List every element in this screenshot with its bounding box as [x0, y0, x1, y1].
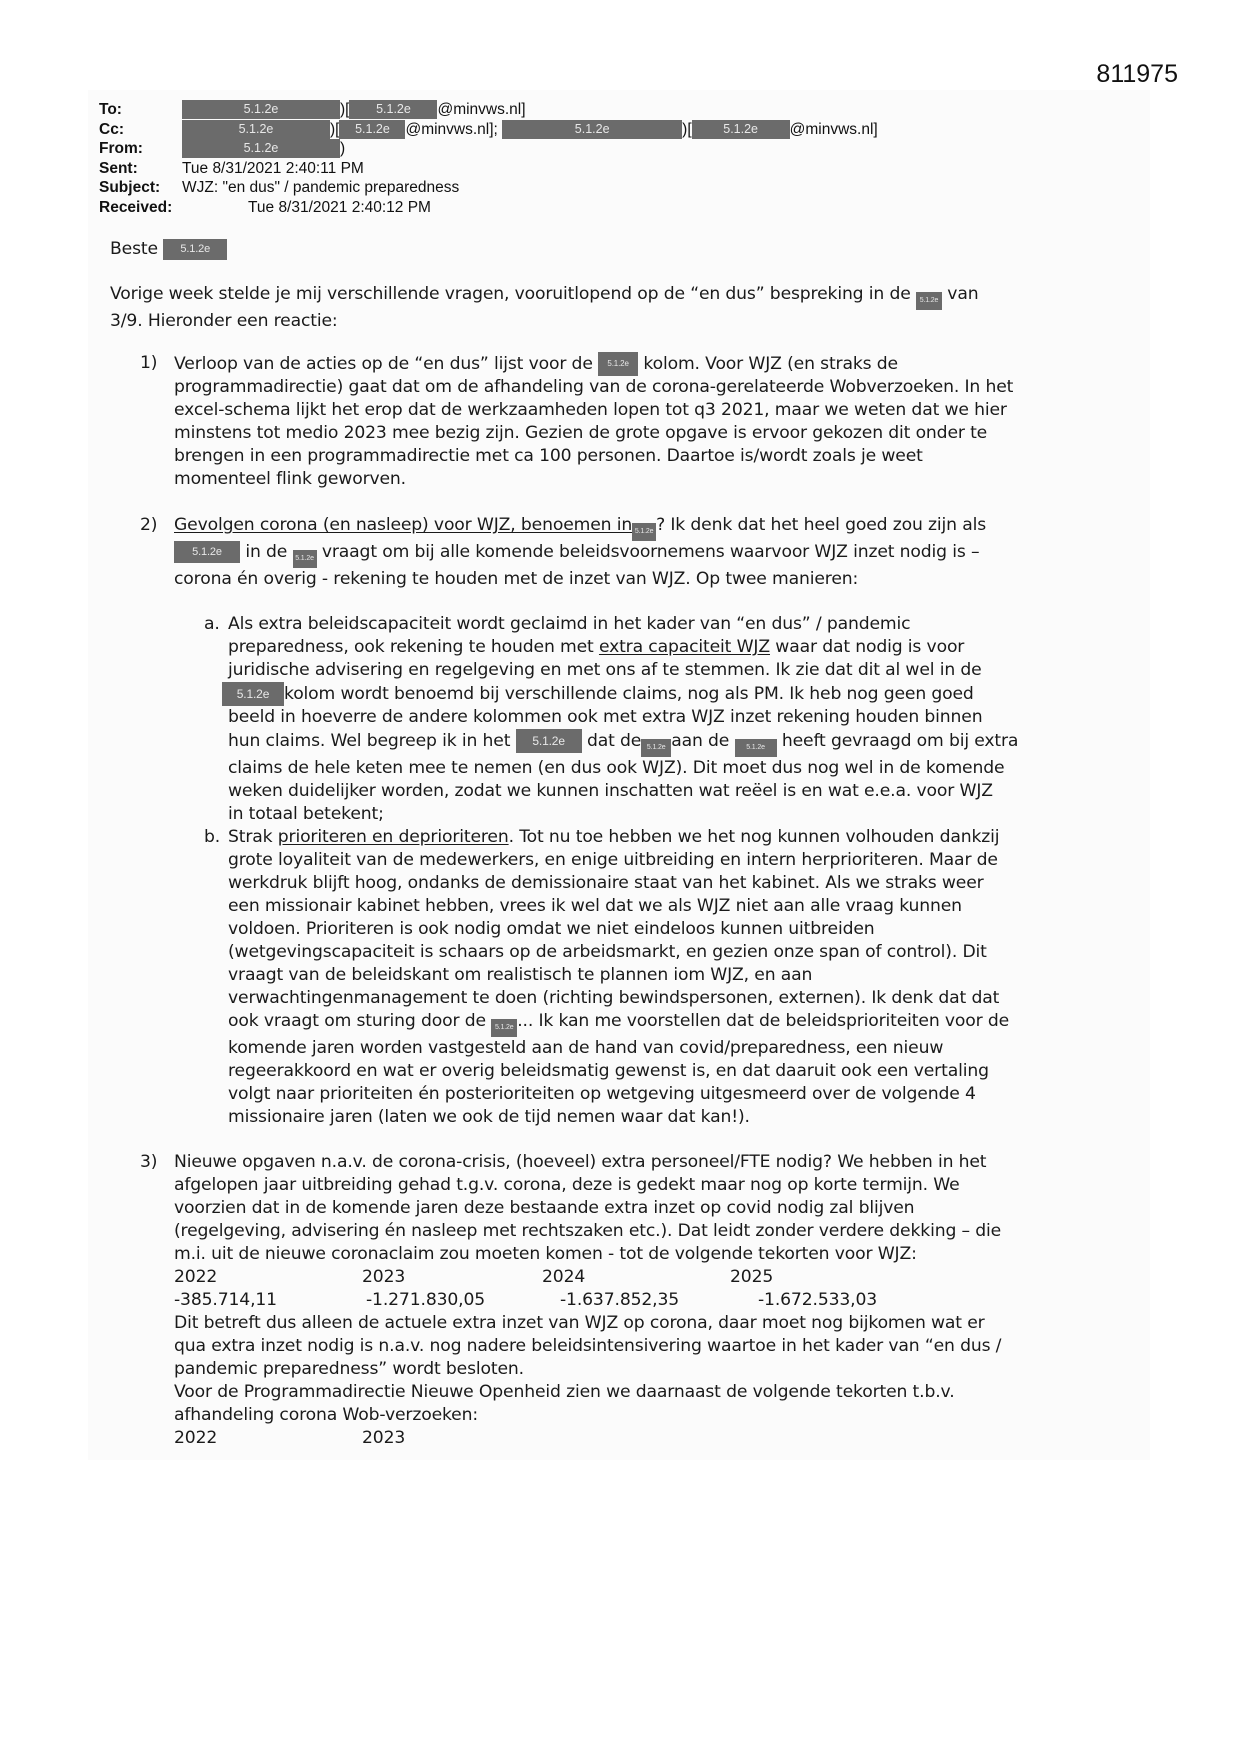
text: Nieuwe opgaven n.a.v. de corona-crisis, (hoeveel) extra personeel/FTE nodig? We hebben in het	[174, 1152, 987, 1172]
to-label: To:	[99, 101, 122, 118]
text: werkdruk blijft hoog, ondanks de demissionaire staat van het kabinet. Als we straks weer	[228, 873, 984, 893]
list-item-3	[140, 1151, 1140, 1450]
document-id: 811975	[1096, 60, 1178, 88]
redaction: 5.1.2e	[293, 550, 317, 568]
wjz-shortfall-years	[174, 1266, 1140, 1289]
list-number: 1)	[140, 353, 158, 373]
redaction: 5.1.2e	[222, 682, 284, 706]
text: kolom wordt benoemd bij verschillende claims, nog als PM. Ik heb nog geen goed	[284, 684, 974, 704]
text: claims de hele keten mee te nemen (en dus ook WJZ). Dit moet dus nog wel in de komende	[228, 758, 1005, 778]
sub-item-text	[228, 826, 1140, 1129]
cc-separator: )[	[330, 120, 340, 138]
sent-value: Tue 8/31/2021 2:40:11 PM	[182, 159, 364, 177]
intro-text: van	[947, 284, 979, 304]
sub-number: a.	[204, 614, 220, 634]
text: ook vraagt om sturing door de	[228, 1011, 486, 1031]
sub-item-a	[204, 613, 1140, 826]
list-item-2	[140, 514, 1140, 591]
text: pandemic preparedness” wordt besloten.	[174, 1359, 524, 1379]
from-row	[99, 139, 878, 159]
wjz-shortfall-values	[174, 1289, 1140, 1312]
text: afgelopen jaar uitbreiding gehad t.g.v. corona, deze is gedekt maar nog op korte termijn. We	[174, 1175, 960, 1195]
text: qua extra inzet nodig is n.a.v. nog nadere beleidsintensivering waartoe in het kader van “en dus /	[174, 1336, 1002, 1356]
text: corona én overig - rekening te houden met de inzet van WJZ. Op twee manieren:	[174, 569, 859, 589]
text: ? Ik denk dat het heel goed zou zijn als	[656, 515, 987, 535]
list-item-text	[174, 352, 1140, 491]
text: voldoen. Prioriteren is ook nodig omdat we niet eindeloos kunnen uitbreiden	[228, 919, 875, 939]
list-number: 2)	[140, 515, 158, 535]
text: voorzien dat in de komende jaren deze bestaande extra inzet op covid nodig zal blijven	[174, 1198, 915, 1218]
year-label: 2024	[542, 1267, 586, 1287]
text: Strak	[228, 827, 278, 847]
redaction: 5.1.2e	[641, 739, 671, 757]
redaction: 5.1.2e	[502, 120, 682, 139]
underlined-text: extra capaciteit WJZ	[598, 637, 770, 657]
list-item-1	[140, 352, 1140, 491]
list-item-text	[174, 1151, 1140, 1450]
email-header	[99, 100, 878, 217]
underlined-text: prioriteren en deprioriteren	[277, 827, 509, 847]
redaction: 5.1.2e	[516, 729, 582, 753]
from-close: )	[340, 140, 346, 157]
text: . Tot nu toe hebben we het nog kunnen volhouden dankzij	[508, 827, 1000, 847]
sub-item-b	[204, 826, 1140, 1129]
text: vraagt om bij alle komende beleidsvoornemens waarvoor WJZ inzet nodig is –	[321, 542, 980, 562]
to-domain: @minvws.nl]	[437, 101, 526, 118]
year-label: 2025	[730, 1267, 774, 1287]
text: een missionair kabinet hebben, vrees ik wel dat we als WJZ niet aan alle vraag kunnen	[228, 896, 962, 916]
redaction: 5.1.2e	[916, 292, 942, 310]
sent-row	[99, 159, 878, 179]
text: ... Ik kan me voorstellen dat de beleidsprioriteiten voor de	[517, 1011, 1010, 1031]
redaction: 5.1.2e	[491, 1019, 517, 1037]
greeting	[110, 238, 1140, 261]
text: juridische advisering en regelgeving en met ons af te stemmen. Ik zie dat dit al wel in de	[228, 660, 982, 680]
text: preparedness, ook rekening te houden met	[228, 637, 599, 657]
text: heeft gevraagd om bij extra	[781, 731, 1019, 751]
text: dat de	[586, 731, 642, 751]
cc-separator: )[	[682, 120, 692, 138]
email-body	[110, 238, 1140, 1450]
text: brengen in een programmadirectie met ca 100 personen. Daartoe is/wordt zoals je weet	[174, 446, 923, 466]
text: excel-schema lijkt het erop dat de werkzaamheden lopen tot q3 2021, maar we weten dat we hier	[174, 400, 1007, 420]
sub-item-text	[228, 613, 1140, 826]
greeting-text: Beste	[110, 239, 158, 259]
redaction: 5.1.2e	[692, 120, 790, 139]
text: verwachtingenmanagement te doen (richting bewindspersonen, externen). Ik denk dat dat	[228, 988, 1000, 1008]
text: programmadirectie) gaat dat om de afhandeling van de corona-gerelateerde Wobverzoeken. In het	[174, 377, 1014, 397]
redaction: 5.1.2e	[174, 541, 240, 563]
text: grote loyaliteit van de medewerkers, en enige uitbreiding en intern herprioriteren. Maar de	[228, 850, 998, 870]
subject-label: Subject:	[99, 179, 161, 196]
cc-label: Cc:	[99, 120, 124, 138]
text: afhandeling corona Wob-verzoeken:	[174, 1405, 478, 1425]
text: aan de	[671, 731, 730, 751]
text: in totaal betekent;	[228, 804, 384, 824]
redaction: 5.1.2e	[632, 523, 656, 541]
intro-text: 3/9. Hieronder een reactie:	[110, 311, 338, 331]
redaction: 5.1.2e	[182, 120, 330, 139]
year-label: 2023	[362, 1428, 406, 1448]
list-item-text	[174, 514, 1140, 591]
text: weken duidelijker worden, zodat we kunnen inschatten wat reëel is en wat e.e.a. voor WJZ	[228, 781, 993, 801]
cc-domain: @minvws.nl]	[789, 120, 878, 138]
text: momenteel flink geworven.	[174, 469, 406, 489]
redaction: 5.1.2e	[182, 139, 340, 158]
text: Voor de Programmadirectie Nieuwe Openheid zien we daarnaast de volgende tekorten t.b.v.	[174, 1382, 955, 1402]
redaction: 5.1.2e	[163, 239, 227, 260]
text: Verloop van de acties op de “en dus” lijst voor de	[174, 354, 593, 374]
intro-text: Vorige week stelde je mij verschillende vragen, vooruitlopend op de “en dus” bespreking in de	[110, 284, 911, 304]
cc-domain: @minvws.nl];	[405, 120, 498, 138]
shortfall-value: -385.714,11	[174, 1290, 277, 1310]
shortfall-value: -1.271.830,05	[366, 1290, 486, 1310]
received-row	[99, 198, 878, 218]
intro-paragraph	[110, 283, 1140, 333]
year-label: 2022	[174, 1428, 218, 1448]
cc-row	[99, 120, 878, 140]
received-value: Tue 8/31/2021 2:40:12 PM	[248, 198, 431, 216]
subject-row	[99, 178, 878, 198]
to-separator: )[	[340, 101, 350, 118]
text: (wetgevingscapaciteit is schaars op de arbeidsmarkt, en gezien onze span of control). Dit	[228, 942, 987, 962]
year-label: 2022	[174, 1267, 218, 1287]
to-row	[99, 100, 878, 120]
sent-label: Sent:	[99, 159, 138, 177]
text: waar dat nodig is voor	[769, 637, 965, 657]
text: regeerakkoord en wat er overig beleidsmatig gewenst is, en dat daaruit ook een vertaling	[228, 1061, 989, 1081]
wob-shortfall-years	[174, 1427, 1140, 1450]
text: Dit betreft dus alleen de actuele extra inzet van WJZ op corona, daar moet nog bijkomen wat er	[174, 1313, 985, 1333]
redaction: 5.1.2e	[349, 100, 437, 119]
text: (regelgeving, advisering én nasleep met rechtszaken etc.). Dat leidt zonder verdere dekking – die	[174, 1221, 1002, 1241]
text: Als extra beleidscapaciteit wordt geclaimd in het kader van “en dus” / pandemic	[228, 614, 911, 634]
text: in de	[245, 542, 288, 562]
text: Gevolgen corona (en nasleep) voor WJZ, benoemen in	[174, 515, 633, 535]
text: beeld in hoeverre de andere kolommen ook met extra WJZ inzet rekening houden binnen	[228, 707, 983, 727]
redaction: 5.1.2e	[735, 739, 777, 757]
list-number: 3)	[140, 1152, 158, 1172]
redaction: 5.1.2e	[182, 100, 340, 119]
shortfall-value: -1.637.852,35	[560, 1290, 680, 1310]
text: m.i. uit de nieuwe coronaclaim zou moeten komen - tot de volgende tekorten voor WJZ:	[174, 1244, 917, 1264]
text: minstens tot medio 2023 mee bezig zijn. Gezien de grote opgave is ervoor gekozen dit onder te	[174, 423, 988, 443]
shortfall-value: -1.672.533,03	[758, 1290, 878, 1310]
subject-value: WJZ: "en dus" / pandemic preparedness	[182, 179, 460, 196]
sub-number: b.	[204, 827, 221, 847]
text: missionaire jaren (laten we ook de tijd nemen waar dat kan!).	[228, 1107, 750, 1127]
received-label: Received:	[99, 198, 173, 216]
year-label: 2023	[362, 1267, 406, 1287]
text: vraagt van de beleidskant om realistisch te plannen iom WJZ, en aan	[228, 965, 813, 985]
from-label: From:	[99, 140, 143, 157]
text: hun claims. Wel begreep ik in het	[228, 731, 511, 751]
text: komende jaren worden vastgesteld aan de hand van covid/preparedness, een nieuw	[228, 1038, 944, 1058]
redaction: 5.1.2e	[339, 120, 405, 139]
text: volgt naar prioriteiten én posterioriteiten op wetgeving uitgesmeerd over de volgende 4	[228, 1084, 976, 1104]
text: kolom. Voor WJZ (en straks de	[643, 354, 898, 374]
redaction: 5.1.2e	[598, 352, 638, 376]
